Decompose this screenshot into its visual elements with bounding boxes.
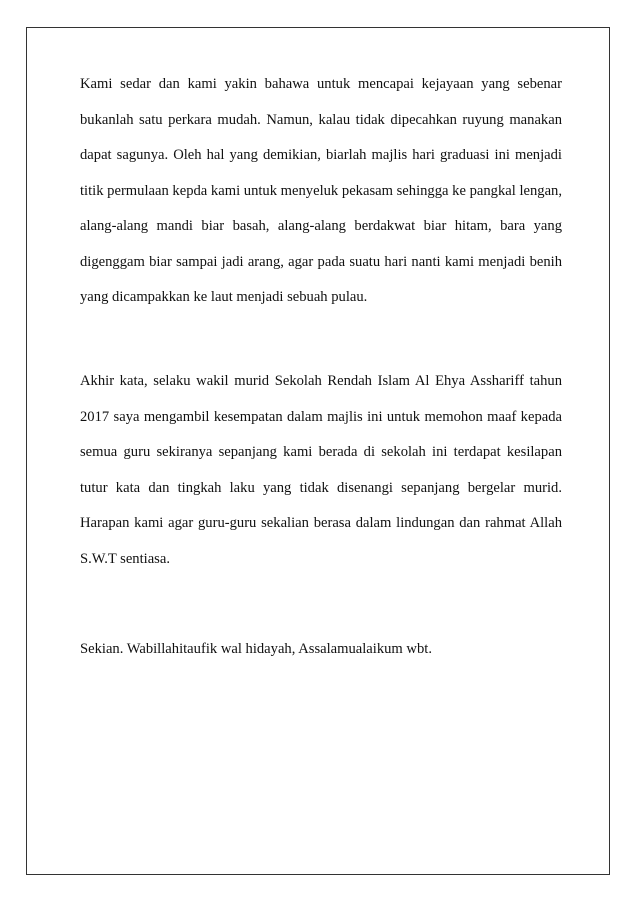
paragraph-kejayaan: Kami sedar dan kami yakin bahawa untuk mencapai kejayaan yang sebenar bukanlah satu perkara mudah. Namun, kalau tidak dipecahkan ruyung manakan dapat sagunya. Oleh hal yang demikian, biarlah majlis hari graduasi ini menjadi titik permulaan kepda kami untuk menyeluk pekasam sehingga ke pangkal lengan, alang-alang mandi biar basah, alang-alang berdakwat biar hitam, bara yang digenggam biar sampai jadi arang, agar pada suatu hari nanti kami menjadi benih yang dicampakkan ke laut menjadi sebuah pulau.	[80, 76, 562, 305]
paragraph-akhir-kata: Akhir kata, selaku wakil murid Sekolah Rendah Islam Al Ehya Asshariff tahun 2017 saya mengambil kesempatan dalam majlis ini untuk memohon maaf kepada semua guru sekiranya sepanjang kami berada di sekolah ini terdapat kesilapan tutur kata dan tingkah laku yang tidak disenangi sepanjang bergelar murid. Harapan kami agar guru-guru sekalian berasa dalam lindungan dan rahmat Allah S.W.T sentiasa.	[80, 373, 562, 567]
paragraph-penutup: Sekian. Wabillahitaufik wal hidayah, Assalamualaikum wbt.	[80, 641, 432, 657]
